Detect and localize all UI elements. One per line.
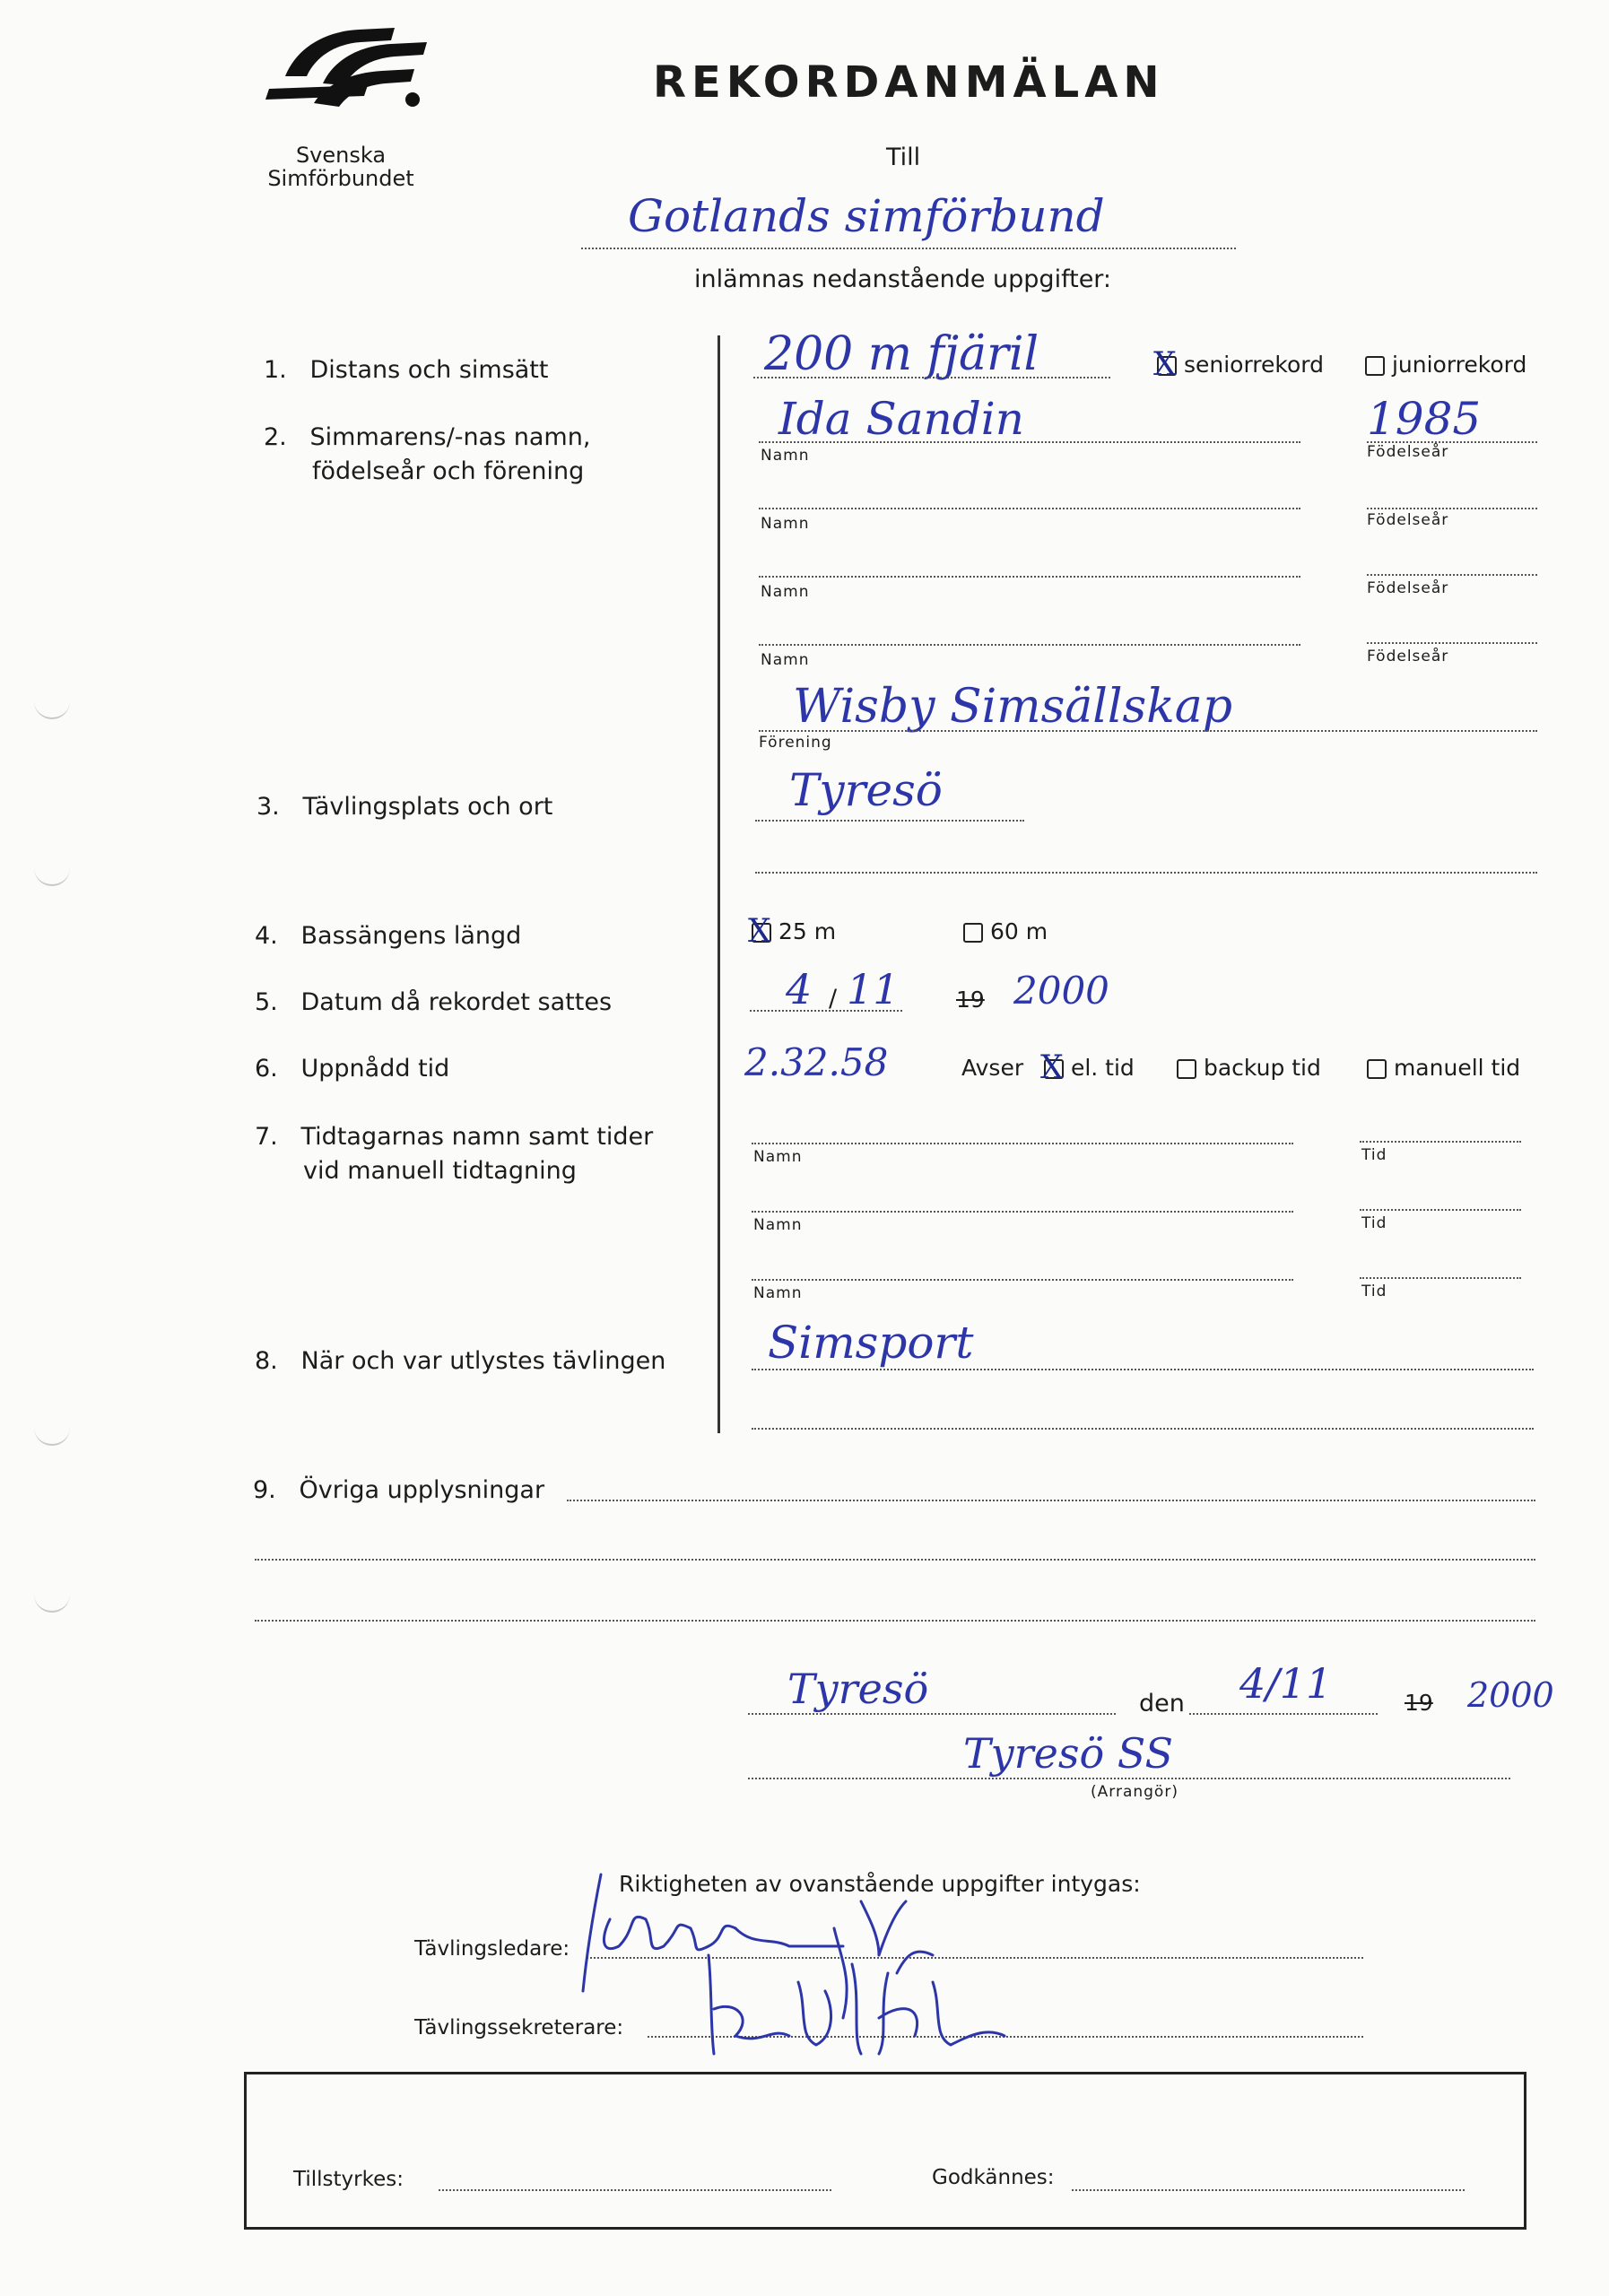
timing-backup (1177, 1055, 1321, 1081)
venue-line-2 (755, 872, 1537, 874)
venue-line-1 (755, 820, 1024, 822)
till-label: Till (886, 144, 921, 171)
timer-name-line-3 (752, 1279, 1293, 1281)
name-label-1: Namn (761, 447, 810, 465)
signed-year-prefix: 19 (1405, 1690, 1433, 1716)
section-2-text2: födelseår och förening (312, 457, 585, 485)
senior-label: seniorrekord (1183, 352, 1324, 378)
pool-60-label: 60 m (989, 918, 1048, 944)
signed-date-value: 4/11 (1239, 1659, 1333, 1708)
timer-name-label-3: Namn (753, 1284, 803, 1302)
distance-line (753, 377, 1110, 378)
date-month-value: 11 (847, 965, 900, 1013)
pool-25-label: 25 m (778, 918, 837, 944)
backup-tid-checkbox[interactable] (1177, 1059, 1196, 1079)
signature-secretary (700, 1946, 1040, 2063)
section-3-label (257, 793, 552, 821)
manuell-tid-checkbox[interactable] (1367, 1059, 1387, 1079)
date-line (750, 1010, 902, 1012)
leader-label: Tävlingsledare: (414, 1937, 570, 1961)
godkannes-line[interactable] (1072, 2189, 1465, 2191)
signed-year-value: 2000 (1467, 1675, 1554, 1715)
timer-name-label-2: Namn (753, 1216, 803, 1234)
timing-manual (1367, 1055, 1520, 1081)
org-name-line2: Simförbundet (267, 166, 414, 191)
timer-name-label-1: Namn (753, 1148, 803, 1166)
name-label-4: Namn (761, 651, 810, 669)
el-tid-label: el. tid (1070, 1055, 1135, 1081)
recipient-value: Gotlands simförbund (628, 190, 1105, 242)
announced-value: Simsport (768, 1317, 974, 1369)
section-8-num: 8. (255, 1347, 278, 1375)
year-label-3: Födelseår (1367, 579, 1449, 597)
column-divider (718, 335, 720, 1433)
name-line-4 (759, 644, 1300, 646)
timer-time-line-1 (1360, 1141, 1521, 1143)
year-label-2: Födelseår (1367, 511, 1449, 529)
hole-punch-mark-3 (34, 1426, 70, 1446)
organizer-label: (Arrangör) (1091, 1783, 1178, 1801)
year-label-1: Födelseår (1367, 443, 1449, 461)
certification-text: Riktigheten av ovanstående uppgifter intygas: (619, 1871, 1141, 1897)
hole-punch-mark-4 (34, 1593, 70, 1613)
other-line-1 (567, 1500, 1535, 1501)
den-label: den (1139, 1690, 1185, 1718)
date-slash: / (829, 985, 838, 1013)
timing-el (1040, 1049, 1135, 1086)
record-type-junior (1365, 352, 1526, 378)
el-tid-checkbox[interactable]: X (1040, 1049, 1064, 1086)
approval-box (244, 2072, 1526, 2230)
section-6-label (255, 1055, 449, 1083)
venue-value: Tyresö (789, 764, 943, 816)
section-5-text: Datum då rekordet sattes (300, 988, 613, 1016)
recipient-line (581, 248, 1236, 249)
section-9-num: 9. (253, 1476, 276, 1504)
section-5-num: 5. (255, 988, 278, 1016)
junior-label: juniorrekord (1391, 352, 1527, 378)
place-value: Tyresö (787, 1665, 929, 1713)
section-7-label (255, 1123, 653, 1151)
section-7-text2: vid manuell tidtagning (303, 1157, 577, 1185)
backup-tid-label: backup tid (1203, 1055, 1321, 1081)
birth-year-value: 1985 (1367, 393, 1482, 445)
timer-time-line-3 (1360, 1277, 1521, 1279)
signed-date-line (1189, 1713, 1378, 1715)
name-line-2 (759, 508, 1300, 509)
time-value: 2.32.58 (744, 1040, 889, 1084)
manuell-tid-label: manuell tid (1393, 1055, 1521, 1081)
secretary-label: Tävlingssekreterare: (414, 2016, 624, 2039)
org-name-line1: Svenska (295, 143, 387, 168)
tillstyrkes-label: Tillstyrkes: (293, 2168, 404, 2191)
hole-punch-mark-2 (34, 866, 70, 886)
timer-time-label-2: Tid (1361, 1214, 1387, 1232)
year-line-2 (1367, 508, 1537, 509)
section-1-text: Distans och simsätt (309, 356, 549, 384)
pool-25 (748, 913, 837, 950)
organizer-value: Tyresö SS (963, 1729, 1174, 1778)
announced-line-1 (752, 1369, 1534, 1370)
section-4-text: Bassängens längd (300, 922, 522, 950)
name-label-3: Namn (761, 583, 810, 601)
distance-value: 200 m fjäril (764, 327, 1039, 381)
announced-line-2 (752, 1428, 1534, 1430)
logo (260, 13, 431, 112)
section-3-text: Tävlingsplats och ort (302, 793, 553, 821)
timer-name-line-1 (752, 1143, 1293, 1144)
senior-checkbox[interactable]: X (1153, 346, 1177, 383)
section-9-label (253, 1476, 544, 1504)
pool-25-checkbox[interactable]: X (748, 913, 771, 950)
logo-mark (260, 13, 431, 112)
section-2-label (264, 423, 590, 451)
section-9-text: Övriga upplysningar (299, 1476, 545, 1504)
section-8-text: När och var utlystes tävlingen (300, 1347, 666, 1375)
timer-name-line-2 (752, 1211, 1293, 1213)
godkannes-label: Godkännes: (932, 2166, 1055, 2189)
section-7-num: 7. (255, 1123, 278, 1151)
club-label: Förening (759, 734, 832, 752)
section-1-label (264, 356, 548, 384)
section-8-label (255, 1347, 665, 1375)
section-6-text: Uppnådd tid (300, 1055, 450, 1083)
date-day-value: 4 (786, 965, 813, 1013)
intro-text: inlämnas nedanstående uppgifter: (694, 265, 1112, 293)
date-year-value: 2000 (1013, 969, 1109, 1013)
section-2-num: 2. (264, 423, 287, 451)
section-7-text1: Tidtagarnas namn samt tider (300, 1123, 654, 1151)
section-2-text1: Simmarens/-nas namn, (309, 423, 591, 451)
pool-60-checkbox[interactable] (963, 923, 983, 943)
year-line-3 (1367, 574, 1537, 576)
avser-label: Avser (961, 1055, 1024, 1081)
year-label-4: Födelseår (1367, 648, 1449, 665)
swimmer-name-value: Ida Sandin (778, 393, 1024, 445)
section-4-num: 4. (255, 922, 278, 950)
organizer-line (748, 1778, 1510, 1779)
section-1-num: 1. (264, 356, 287, 384)
form-title: REKORDANMÄLAN (653, 57, 1165, 108)
pool-60 (963, 918, 1048, 944)
record-type-senior (1153, 346, 1324, 383)
timer-time-label-1: Tid (1361, 1146, 1387, 1164)
club-line (759, 730, 1537, 732)
name-line-1 (759, 441, 1300, 443)
place-line (748, 1713, 1116, 1715)
year-line-4 (1367, 642, 1537, 644)
other-line-3 (255, 1620, 1535, 1622)
section-3-num: 3. (257, 793, 280, 821)
junior-checkbox[interactable] (1365, 356, 1385, 376)
club-value: Wisby Simsällskap (793, 680, 1233, 734)
name-line-3 (759, 576, 1300, 578)
section-6-num: 6. (255, 1055, 278, 1083)
hole-punch-mark-1 (34, 700, 70, 719)
section-4-label (255, 922, 521, 950)
tillstyrkes-line[interactable] (439, 2189, 831, 2191)
org-name (242, 144, 439, 190)
year-prefix: 19 (956, 987, 985, 1013)
timer-time-line-2 (1360, 1209, 1521, 1211)
section-5-label (255, 988, 612, 1016)
other-line-2 (255, 1559, 1535, 1561)
name-label-2: Namn (761, 515, 810, 533)
timer-time-label-3: Tid (1361, 1283, 1387, 1300)
